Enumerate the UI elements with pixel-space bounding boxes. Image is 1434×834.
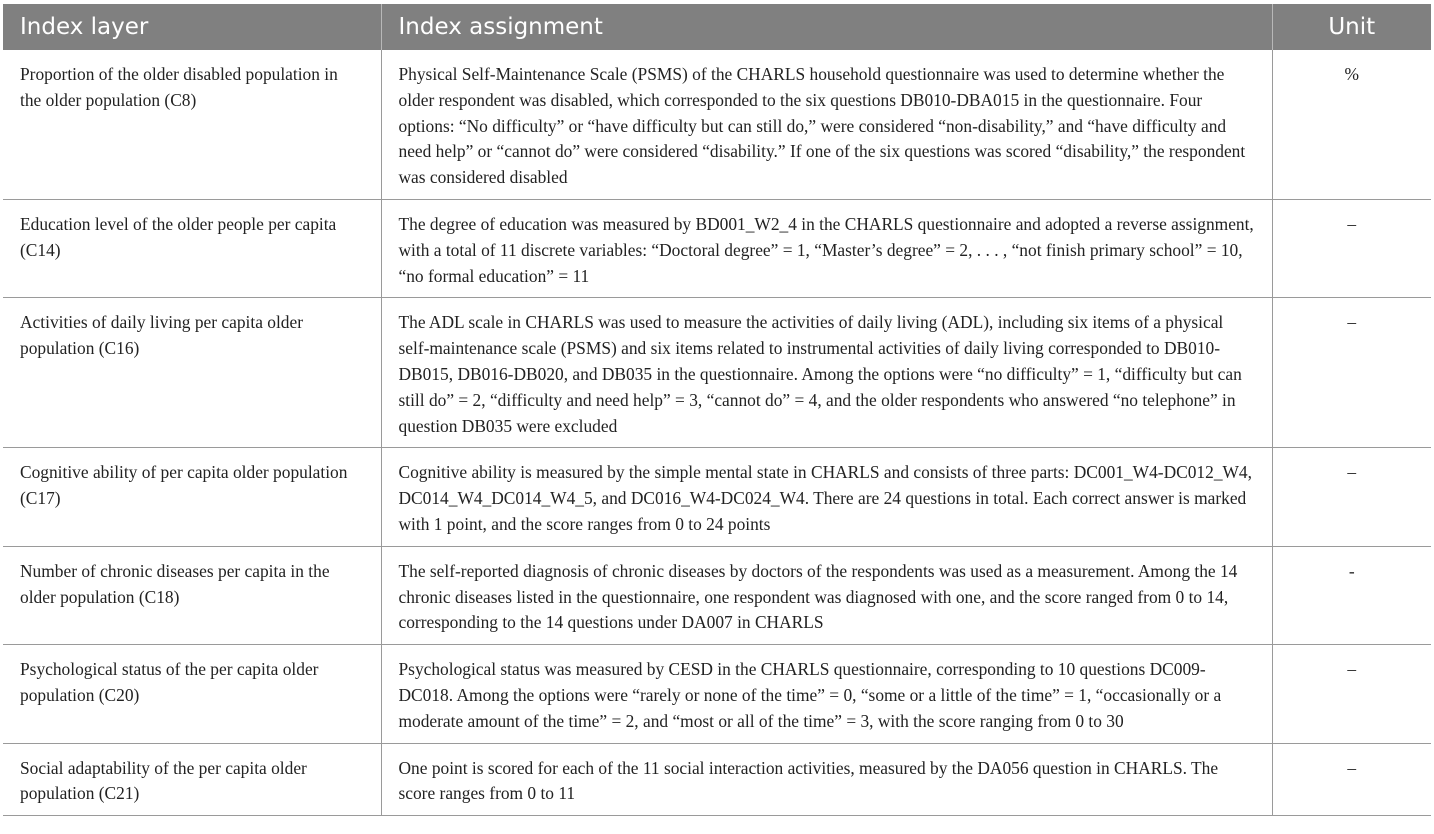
unit-cell: –	[1272, 199, 1431, 297]
table-row	[3, 546, 1431, 644]
index-layer-cell: Activities of daily living per capita older population (C16)	[3, 298, 381, 448]
table-body	[3, 50, 1431, 816]
index-layer-cell: Social adaptability of the per capita older population (C21)	[3, 743, 381, 816]
index-assignment-cell: One point is scored for each of the 11 social interaction activities, measured by the DA056 question in CHARLS. The score ranges from 0 to 11	[381, 743, 1272, 816]
index-assignment-cell: The degree of education was measured by BD001_W2_4 in the CHARLS questionnaire and adopted a reverse assignment, with a total of 11 discrete variables: “Doctoral degree” = 1, “Master’s degree” = 2, . . . , “not finish primary school” = 10, “no formal education” = 11	[381, 199, 1272, 297]
header-unit: Unit	[1272, 4, 1431, 50]
header-index-layer: Index layer	[3, 4, 381, 50]
unit-cell: –	[1272, 298, 1431, 448]
unit-cell: -	[1272, 546, 1431, 644]
index-assignment-cell: The ADL scale in CHARLS was used to measure the activities of daily living (ADL), including six items of a physical self-maintenance scale (PSMS) and six items related to instrumental activities of daily living corresponded to DB010-DB015, DB016-DB020, and DB035 in the questionnaire. Among the options were “no difficulty” = 1, “difficulty but can still do” = 2, “difficulty and need help” = 3, “cannot do” = 4, and the older respondents who answered “no telephone” in question DB035 were excluded	[381, 298, 1272, 448]
table-row	[3, 743, 1431, 816]
index-layer-cell: Psychological status of the per capita older population (C20)	[3, 645, 381, 743]
table-row	[3, 199, 1431, 297]
unit-cell: –	[1272, 743, 1431, 816]
unit-cell: –	[1272, 448, 1431, 546]
table-header	[3, 4, 1431, 50]
header-index-assignment: Index assignment	[381, 4, 1272, 50]
header-row	[3, 4, 1431, 50]
table-row	[3, 448, 1431, 546]
index-table	[3, 4, 1431, 816]
unit-cell: %	[1272, 50, 1431, 199]
table-row	[3, 298, 1431, 448]
index-layer-cell: Cognitive ability of per capita older population (C17)	[3, 448, 381, 546]
index-assignment-cell: Physical Self-Maintenance Scale (PSMS) of the CHARLS household questionnaire was used to determine whether the older respondent was disabled, which corresponded to the six questions DB010-DBA015 in the questionnaire. Four options: “No difficulty” or “have difficulty but can still do,” were considered “non-disability,” and “have difficulty and need help” or “cannot do” were considered “disability.” If one of the six questions was scored “disability,” the respondent was considered disabled	[381, 50, 1272, 199]
index-assignment-cell: The self-reported diagnosis of chronic diseases by doctors of the respondents was used as a measurement. Among the 14 chronic diseases listed in the questionnaire, one respondent was diagnosed with one, and the score ranged from 0 to 14, corresponding to the 14 questions under DA007 in CHARLS	[381, 546, 1272, 644]
index-layer-cell: Number of chronic diseases per capita in the older population (C18)	[3, 546, 381, 644]
table-row	[3, 50, 1431, 199]
index-assignment-cell: Cognitive ability is measured by the simple mental state in CHARLS and consists of three parts: DC001_W4-DC012_W4, DC014_W4_DC014_W4_5, and DC016_W4-DC024_W4. There are 24 questions in total. Each correct answer is marked with 1 point, and the score ranges from 0 to 24 points	[381, 448, 1272, 546]
unit-cell: –	[1272, 645, 1431, 743]
index-assignment-cell: Psychological status was measured by CESD in the CHARLS questionnaire, corresponding to 10 questions DC009-DC018. Among the options were “rarely or none of the time” = 0, “some or a little of the time” = 1, “occasionally or a moderate amount of the time” = 2, and “most or all of the time” = 3, with the score ranging from 0 to 30	[381, 645, 1272, 743]
index-layer-cell: Education level of the older people per capita (C14)	[3, 199, 381, 297]
index-layer-cell: Proportion of the older disabled population in the older population (C8)	[3, 50, 381, 199]
table-row	[3, 645, 1431, 743]
